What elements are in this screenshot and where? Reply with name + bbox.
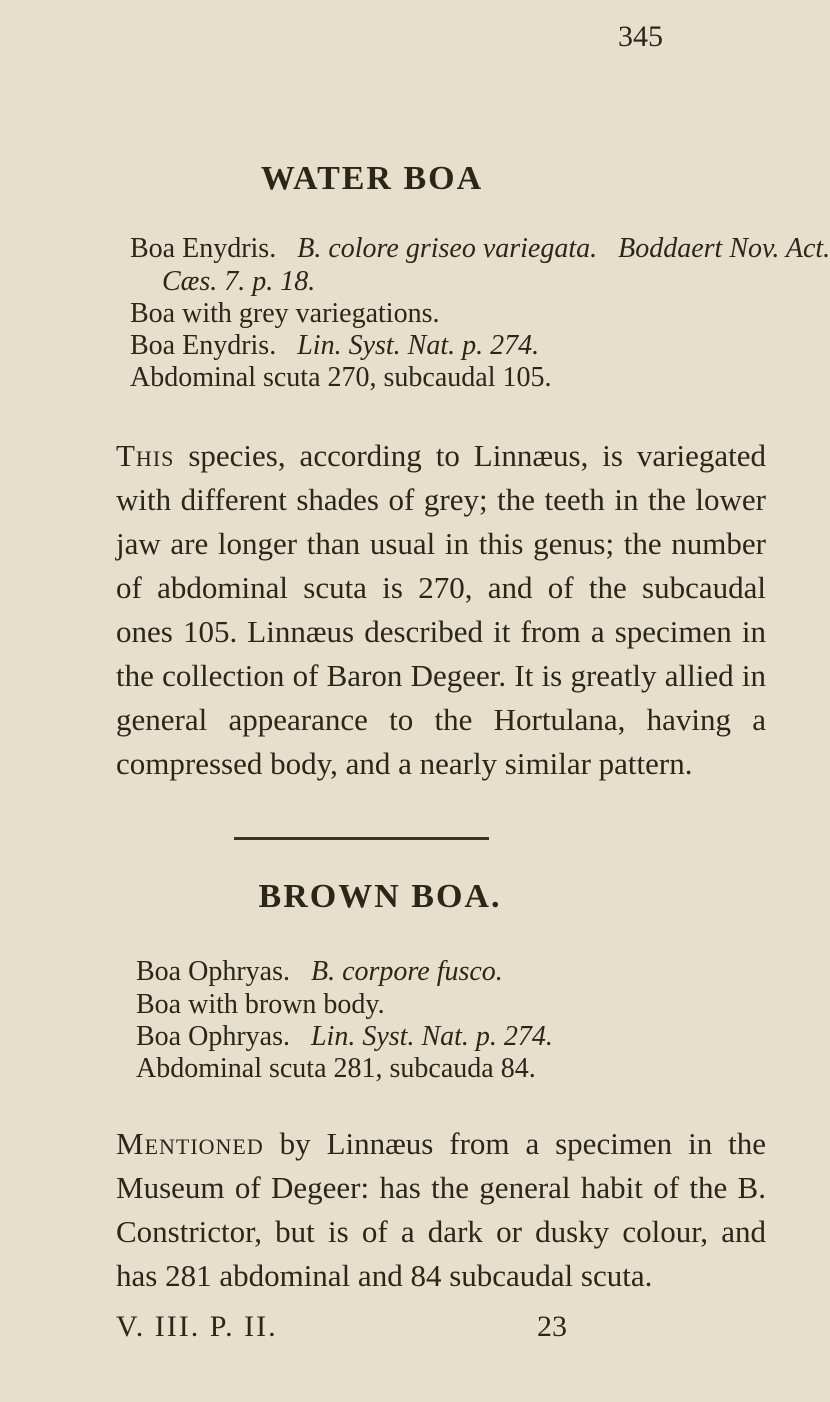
body-paragraph — [116, 1122, 766, 1298]
paragraph-text: species, according to Linnæus, is variegated with different shades of grey; the teeth in the lower jaw are longer than usual in this genus; the number of abdominal scuta is 270, and of the subcaudal ones 105. Linnæus described it from a specimen in the collection of Baron Degeer. It is greatly allied in general appearance to the Hortulana, having a compressed body, and a nearly similar pattern. — [116, 438, 766, 781]
paragraph-text: by Linnæus from a specimen in the Museum of Degeer: has the general habit of the B. Constrictor, but is of a dark or dusky colour, and has 281 abdominal and 84 subcaudal scuta. — [116, 1126, 766, 1293]
synonym-name: Boa Enydris. — [130, 233, 277, 264]
synonym-reference: Lin. Syst. Nat. p. 274. — [310, 1021, 553, 1052]
synonym-line — [130, 232, 830, 266]
synonym-line — [130, 329, 539, 363]
synonym-reference: Lin. Syst. Nat. p. 274. — [297, 330, 540, 361]
synonym-reference: Cæs. 7. p. 18. — [162, 266, 316, 297]
synonym-line — [136, 1052, 536, 1086]
section-divider — [234, 837, 489, 840]
scuta-count: Abdominal scuta 270, subcaudal 105. — [130, 362, 552, 393]
synonym-name: Boa with brown body. — [136, 989, 385, 1020]
paragraph-lead-word: This — [116, 438, 175, 473]
synonym-line — [162, 265, 315, 299]
synonym-line — [136, 955, 503, 989]
synonym-name: Boa Enydris. — [130, 330, 277, 361]
synonym-line — [130, 361, 551, 395]
synonym-description: B. corpore fusco. — [310, 956, 503, 987]
gathering-number: 23 — [537, 1310, 567, 1343]
synonym-line — [136, 988, 385, 1022]
section-title-water-boa: WATER BOA — [260, 160, 484, 197]
section-title-brown-boa: BROWN BOA. — [258, 878, 502, 915]
body-paragraph — [116, 434, 766, 786]
synonym-line — [136, 1020, 553, 1054]
synonym-name: Boa with grey variegations. — [130, 298, 440, 329]
printer-signature-mark: V. III. P. II. — [116, 1310, 278, 1343]
synonym-reference: Boddaert Nov. Act. — [618, 233, 830, 264]
synonym-name: Boa Ophryas. — [136, 956, 290, 987]
synonym-description: B. colore griseo variegata. — [297, 233, 598, 264]
synonym-name: Boa Ophryas. — [136, 1021, 290, 1052]
synonym-line — [130, 297, 439, 331]
scuta-count: Abdominal scuta 281, subcauda 84. — [136, 1053, 536, 1084]
page-number: 345 — [618, 20, 663, 53]
paragraph-lead-word: Mentioned — [116, 1126, 264, 1161]
